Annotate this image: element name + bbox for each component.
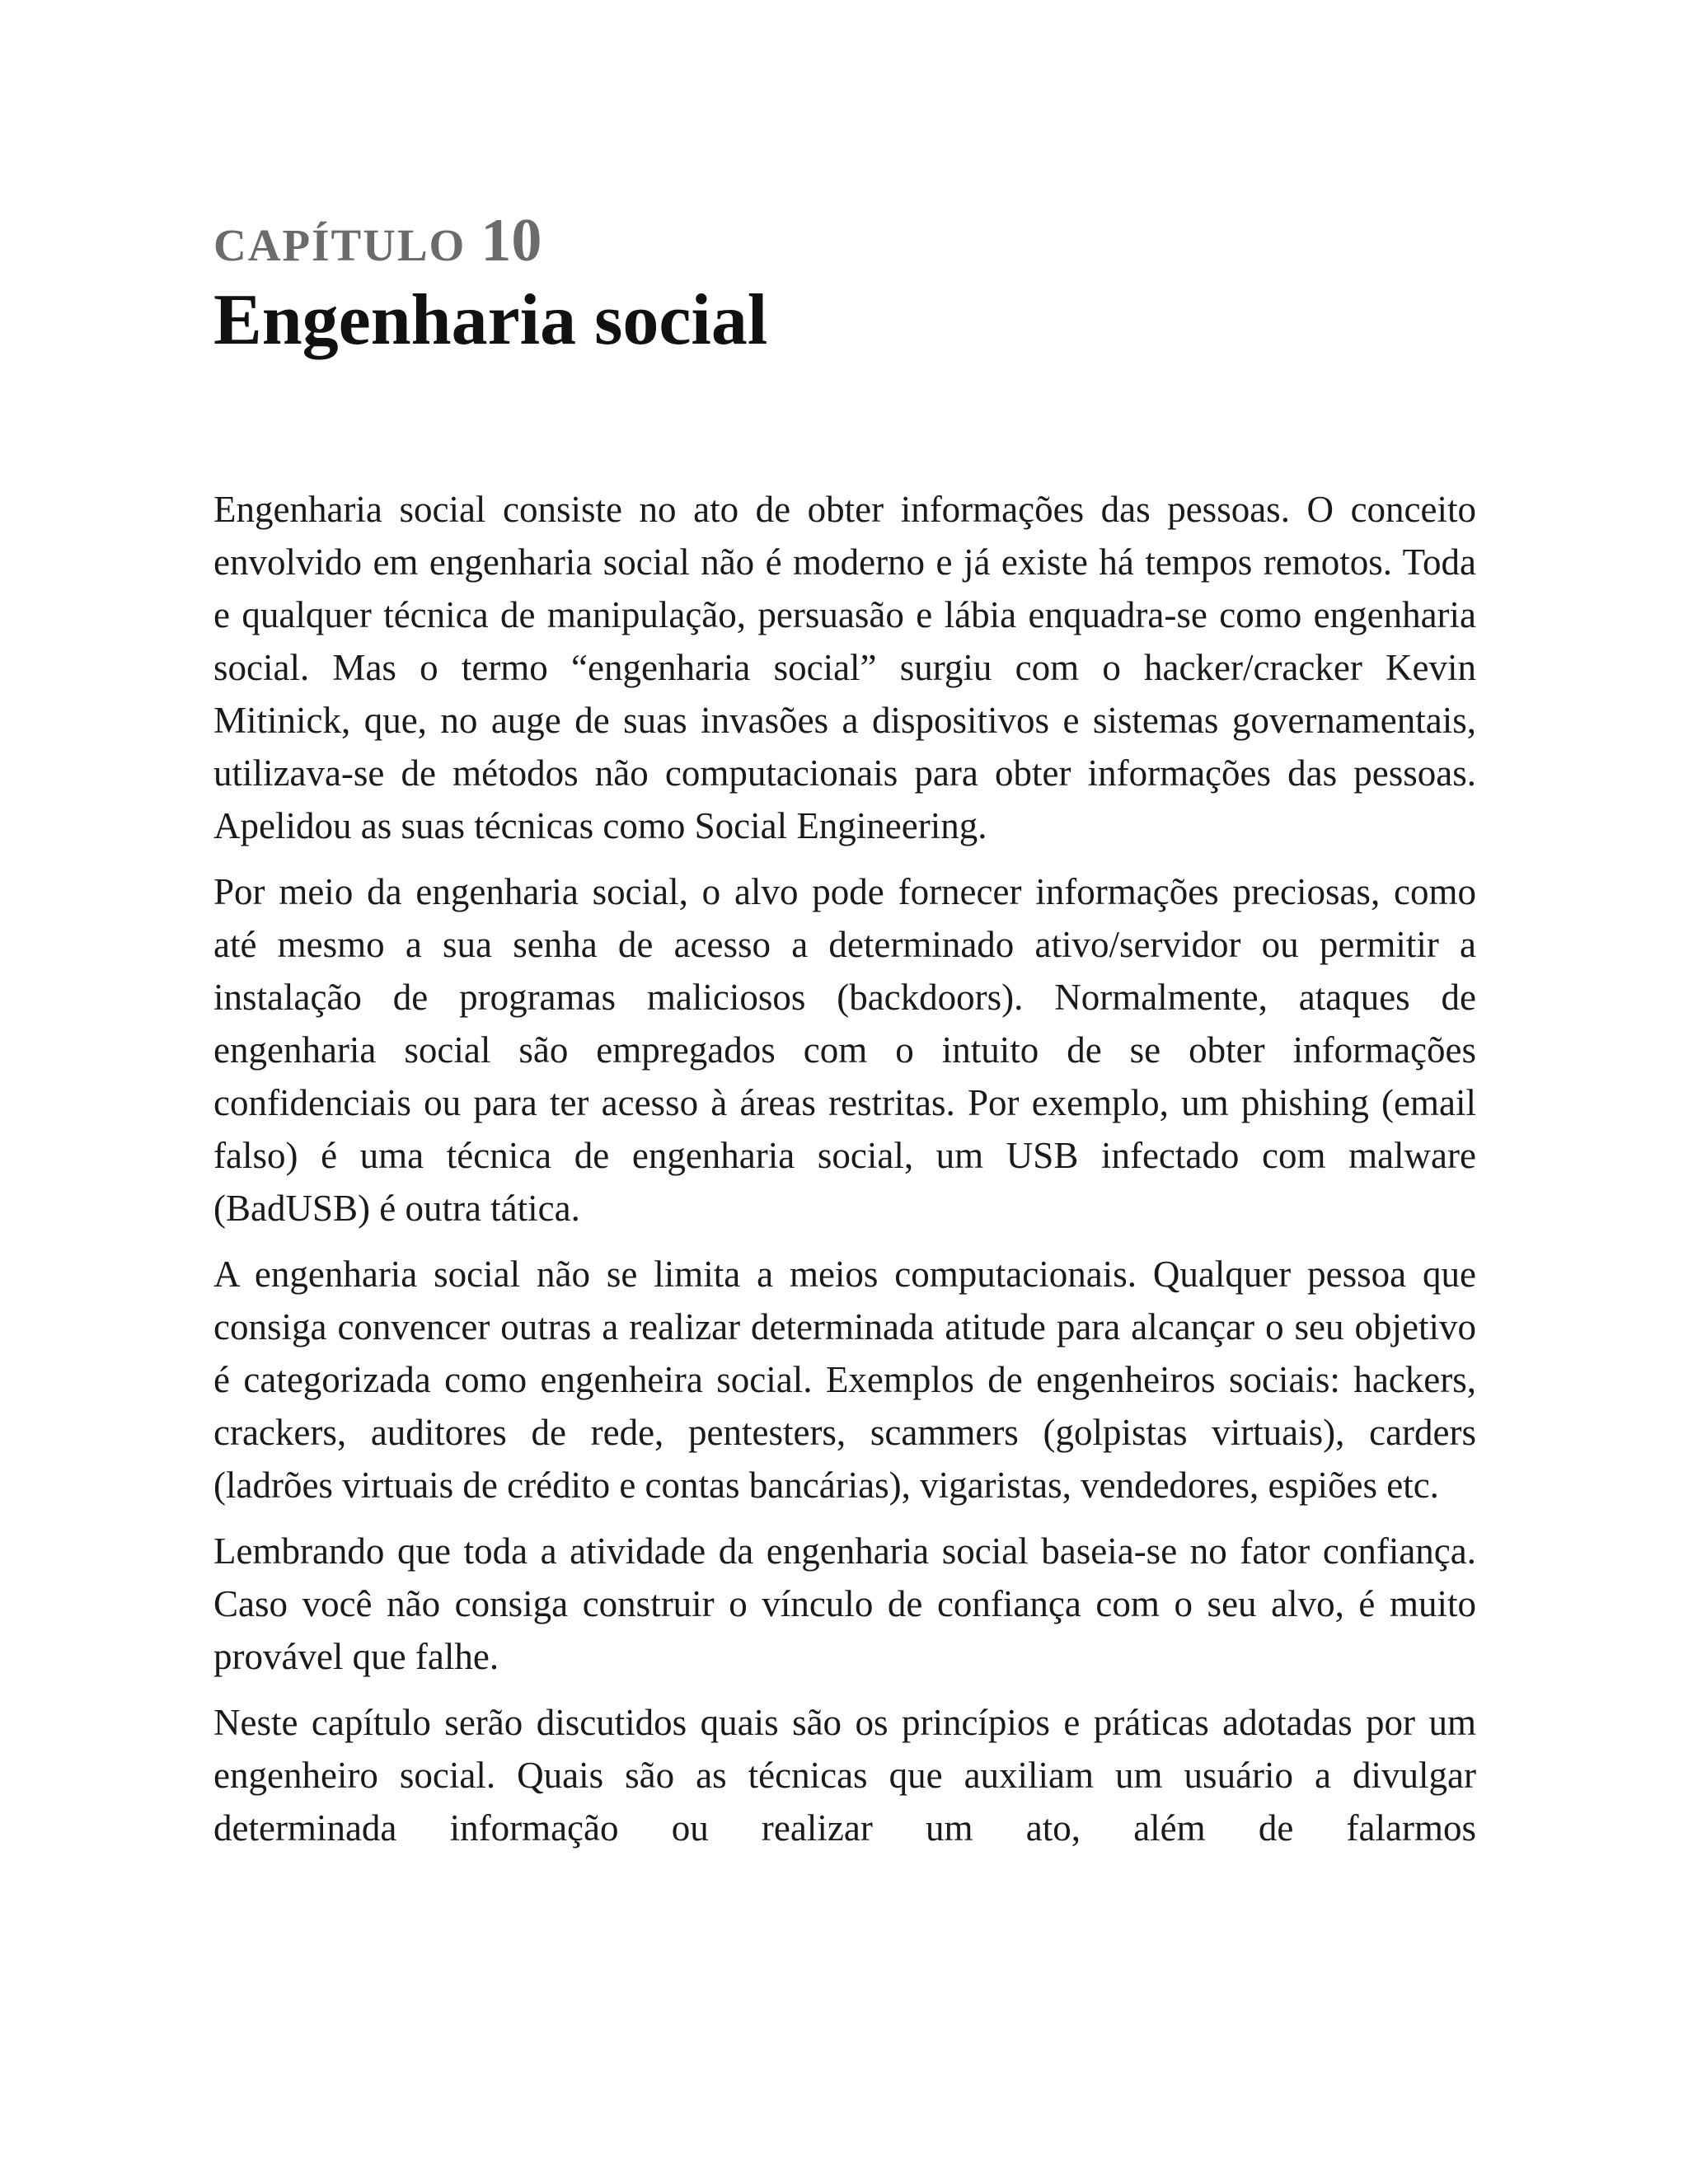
chapter-body: [213, 483, 1476, 1868]
paragraph: Por meio da engenharia social, o alvo pode fornecer informações preciosas, como até mesmo a sua senha de acesso a determinado ativo/servidor ou permitir a instalação de programas maliciosos (backdoors). Normalmente, ataques de engenharia social são empregados com o intuito de se obter informações confidenciais ou para ter acesso à áreas restritas. Por exemplo, um phishing (email falso) é uma técnica de engenharia social, um USB infectado com malware (BadUSB) é outra tática.: [213, 871, 1476, 1229]
paragraph: A engenharia social não se limita a meios computacionais. Qualquer pessoa que consiga convencer outras a realizar determinada atitude para alcançar o seu objetivo é categorizada como engenheira social. Exemplos de engenheiros sociais: hackers, crackers, auditores de rede, pentesters, scammers (golpistas virtuais), carders (ladrões virtuais de crédito e contas bancárias), vigaristas, vendedores, espiões etc.: [213, 1254, 1476, 1506]
paragraph: Engenharia social consiste no ato de obter informações das pessoas. O conceito envolvido em engenharia social não é moderno e já existe há tempos remotos. Toda e qualquer técnica de manipulação, persuasão e lábia enquadra-se como engenharia social. Mas o termo “engenharia social” surgiu com o hacker/cracker Kevin Mitinick, que, no auge de suas invasões a dispositivos e sistemas governamentais, utilizava-se de métodos não computacionais para obter informações das pessoas. Apelidou as suas técnicas como Social Engineering.: [213, 489, 1476, 846]
chapter-label: CAPÍTULO: [213, 220, 467, 270]
paragraph: Neste capítulo serão discutidos quais são os princípios e práticas adotadas por um engenheiro social. Quais são as técnicas que auxiliam um usuário a divulgar determinada informação ou realizar um ato, além de falarmos: [213, 1702, 1476, 1849]
document-page: [213, 206, 1476, 1849]
paragraph: Lembrando que toda a atividade da engenharia social baseia-se no fator confiança. Caso você não consiga construir o vínculo de confiança com o seu alvo, é muito provável que falhe.: [213, 1530, 1476, 1677]
chapter-title: Engenharia social: [213, 280, 768, 360]
chapter-heading: [213, 206, 1476, 275]
chapter-number: 10: [481, 207, 542, 274]
